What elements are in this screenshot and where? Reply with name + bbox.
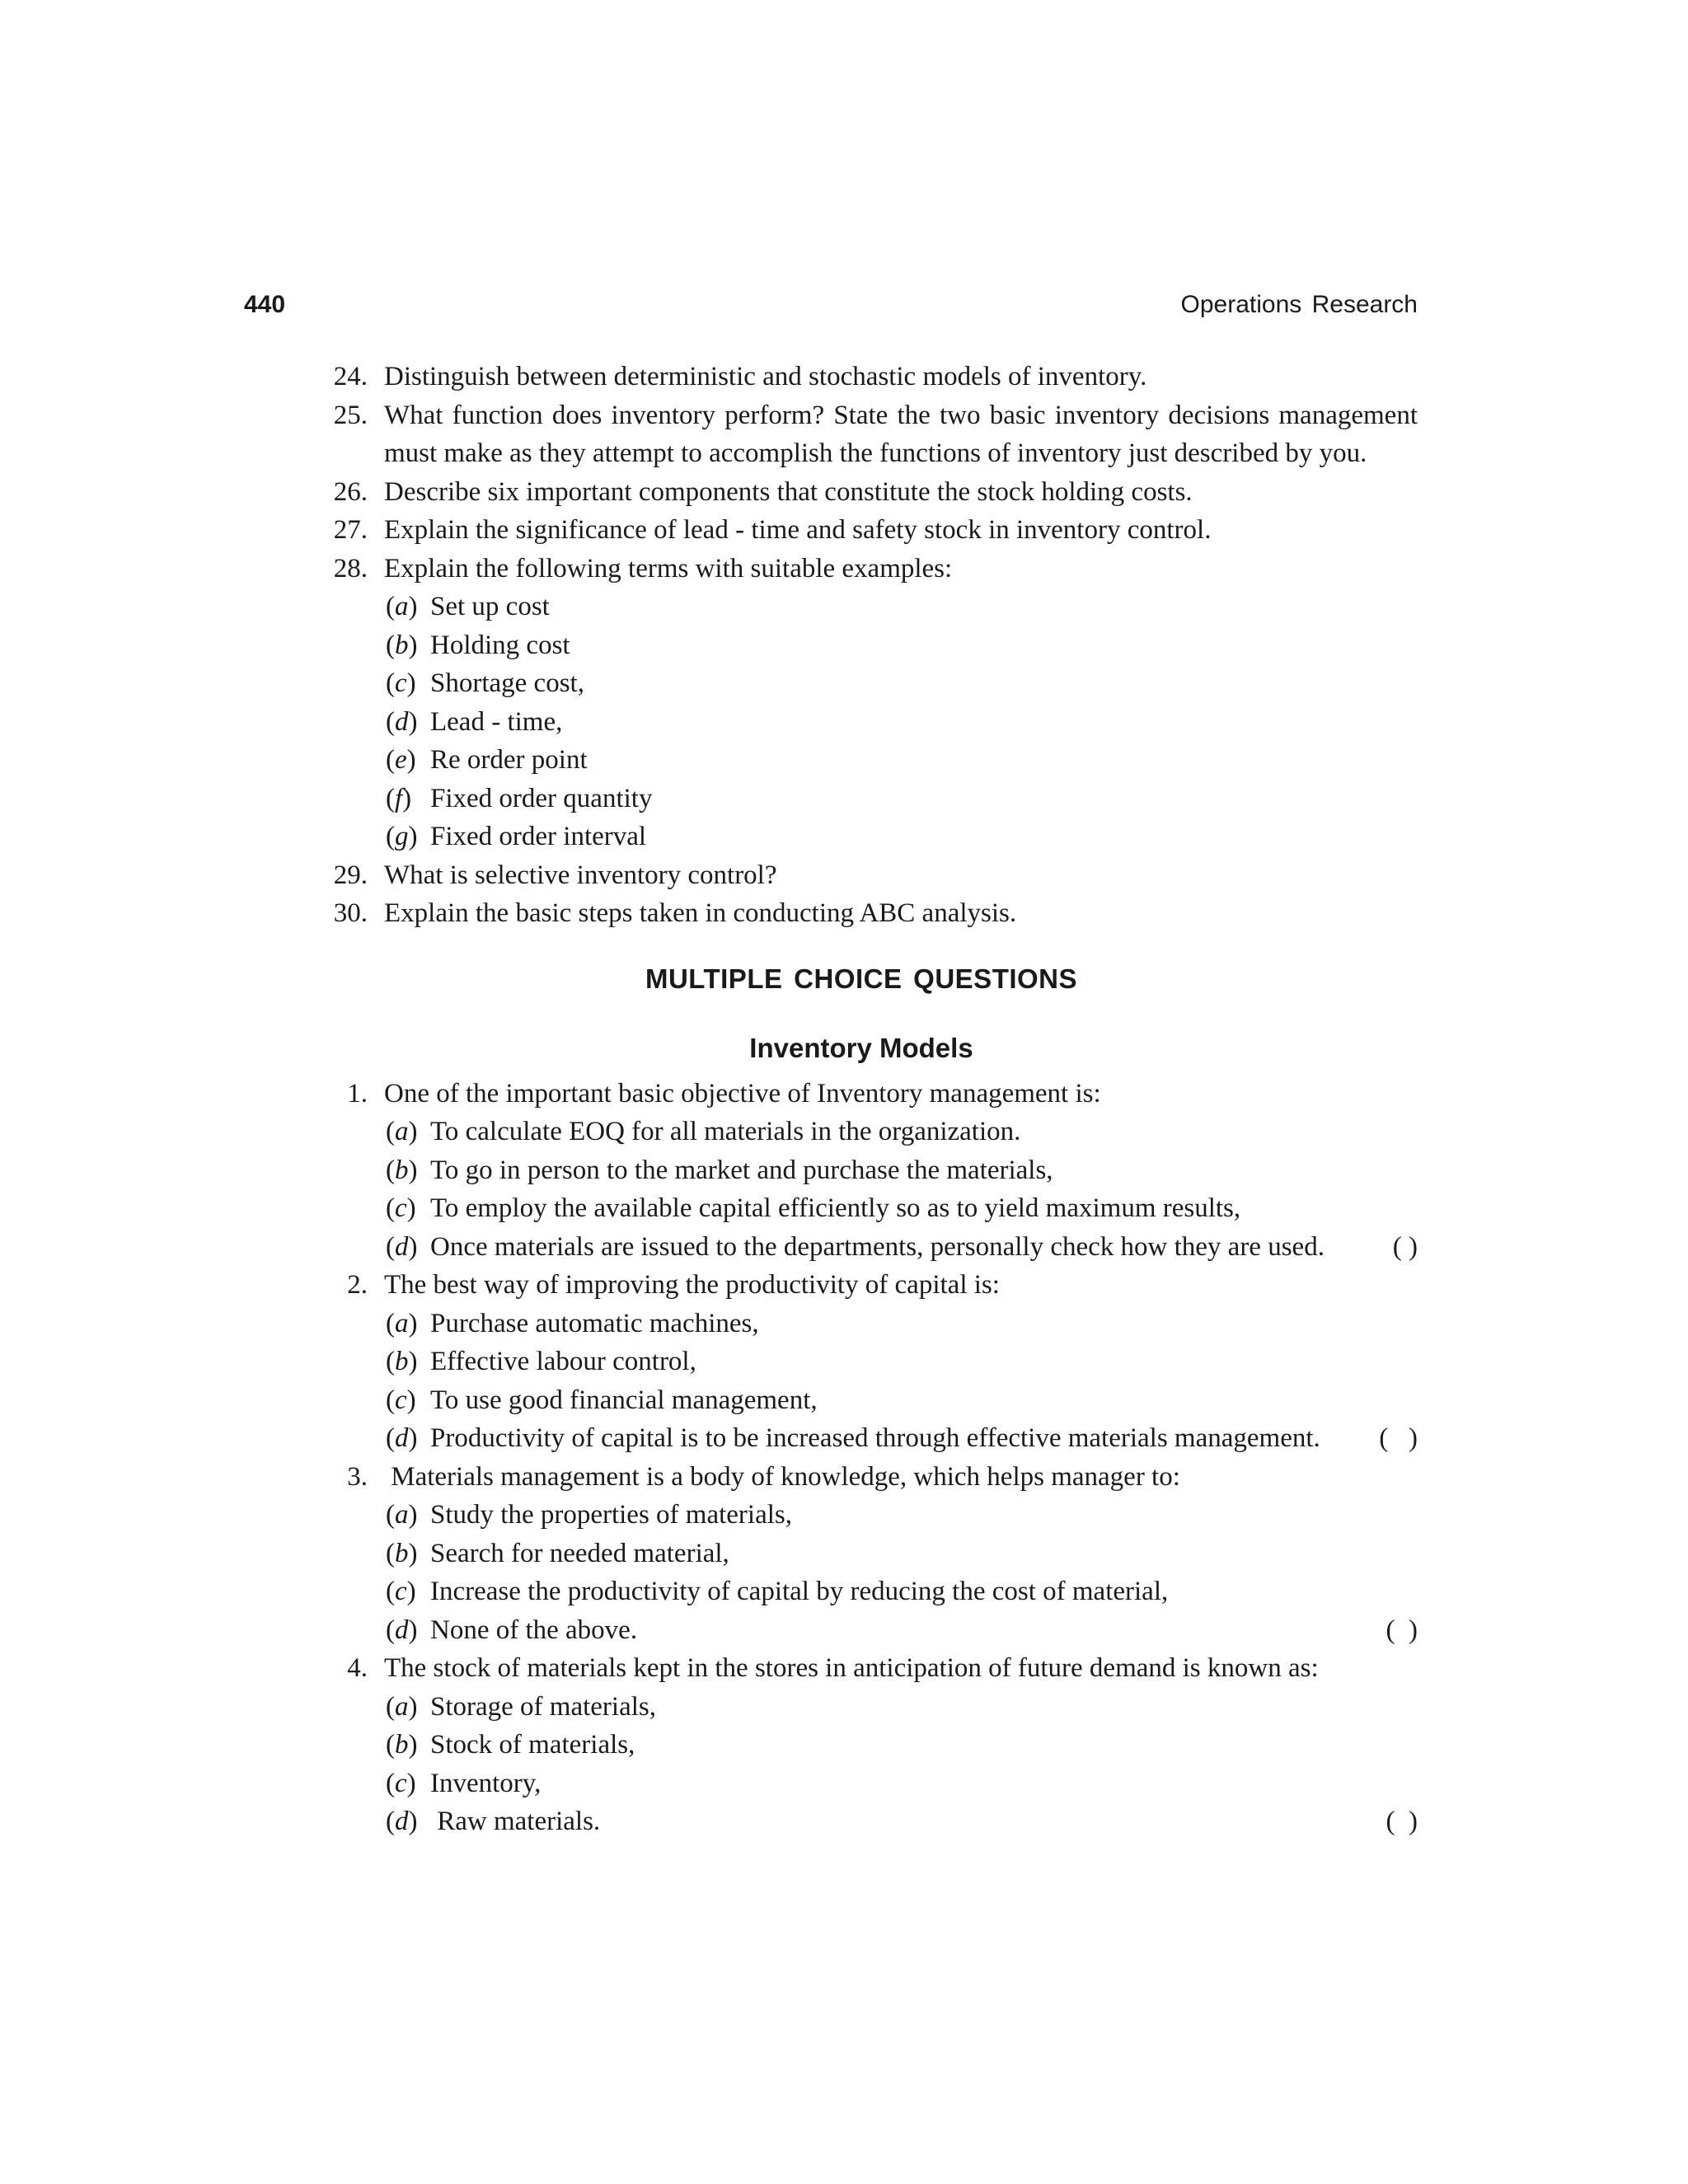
- option-letter: [368, 1535, 430, 1573]
- mcq-heading: MULTIPLE CHOICE QUESTIONS: [645, 963, 1078, 994]
- option-paren-close: ): [408, 592, 418, 621]
- question-number: 25.: [333, 400, 368, 430]
- option-text-content: To go in person to the market and purchase the materials,: [430, 1155, 1053, 1185]
- option-text: [430, 626, 1418, 665]
- option-paren-open: (: [386, 1691, 395, 1722]
- option-letter-text: d: [395, 1231, 409, 1262]
- option-paren-close: ): [406, 1577, 416, 1606]
- question-number: 26.: [333, 476, 368, 507]
- question-body: [368, 550, 1418, 588]
- option-paren-close: ): [406, 1193, 416, 1223]
- option-paren-close: ): [406, 1385, 416, 1415]
- option-paren-open: (: [386, 745, 395, 775]
- option-item: [368, 1611, 1418, 1650]
- question-text: The stock of materials kept in the stores in anticipation of future demand is known as:: [384, 1653, 1319, 1683]
- option-item: [368, 1802, 1418, 1841]
- option-letter: [368, 741, 430, 780]
- option-paren-open: (: [386, 1538, 395, 1568]
- question-text: Explain the basic steps taken in conducting ABC analysis.: [384, 898, 1017, 928]
- option-paren-open: (: [386, 1231, 395, 1262]
- option-item: [368, 1419, 1418, 1458]
- option-text-content: Fixed order quantity: [430, 783, 653, 813]
- option-letter-text: b: [395, 1730, 409, 1760]
- question-text: Explain the significance of lead - time and safety stock in inventory control.: [384, 515, 1212, 545]
- page-content: [305, 358, 1418, 1841]
- option-paren-close: ): [406, 668, 416, 698]
- review-question: [305, 358, 1418, 396]
- option-text: [430, 1688, 1418, 1727]
- question-body: [368, 473, 1418, 512]
- option-text: [430, 1572, 1418, 1611]
- option-letter-text: g: [395, 822, 409, 851]
- option-text-content: Inventory,: [430, 1768, 542, 1798]
- option-letter-text: b: [395, 1347, 409, 1376]
- question-body: [368, 358, 1418, 396]
- option-text-content: Holding cost: [430, 630, 570, 660]
- option-paren-open: (: [386, 1615, 395, 1645]
- question-number: 29.: [333, 860, 368, 890]
- option-paren-close: ): [408, 1347, 418, 1376]
- option-text: [430, 818, 1418, 856]
- option-letter: [368, 703, 430, 742]
- option-paren-open: (: [386, 1193, 395, 1223]
- option-letter-text: c: [395, 1193, 407, 1223]
- option-letter: [368, 1802, 430, 1841]
- option-letter-text: a: [395, 1500, 409, 1530]
- option-paren-close: ): [408, 1538, 418, 1568]
- option-paren-open: (: [386, 592, 395, 621]
- review-question: [305, 396, 1418, 473]
- option-text-content: Raw materials.: [430, 1807, 601, 1836]
- option-text-content: Storage of materials,: [430, 1691, 656, 1722]
- option-item: [368, 741, 1418, 780]
- option-with-answer: [430, 1228, 1418, 1267]
- option-item: [368, 1726, 1418, 1765]
- question-text: What is selective inventory control?: [384, 860, 777, 890]
- option-paren-open: (: [386, 783, 395, 813]
- option-item: [368, 1113, 1418, 1151]
- question-number: 24.: [333, 362, 368, 391]
- option-item: [368, 1151, 1418, 1190]
- option-paren-open: (: [386, 1768, 395, 1798]
- option-paren-close: ): [408, 1423, 418, 1453]
- running-title: Operations Research: [1180, 291, 1418, 318]
- option-item: [368, 664, 1418, 703]
- option-letter-text: c: [395, 1577, 407, 1606]
- option-text-content: Study the properties of materials,: [430, 1500, 792, 1530]
- question-text: The best way of improving the productivity of capital is:: [384, 1270, 1000, 1300]
- option-item: [368, 1535, 1418, 1573]
- option-letter-text: c: [395, 1768, 407, 1798]
- option-with-answer: [430, 1611, 1418, 1650]
- option-paren-close: ): [402, 783, 412, 813]
- option-item: [368, 1688, 1418, 1727]
- option-paren-open: (: [386, 1117, 395, 1146]
- option-paren-close: ): [406, 745, 416, 775]
- question-text: Distinguish between deterministic and stochastic models of inventory.: [384, 362, 1147, 391]
- option-paren-close: ): [408, 1155, 418, 1185]
- option-text: [430, 1228, 1418, 1267]
- option-with-answer: [430, 1802, 1418, 1841]
- option-letter: [368, 1496, 430, 1535]
- option-letter: [368, 1305, 430, 1343]
- question-text: Materials management is a body of knowledge, which helps manager to:: [384, 1461, 1180, 1492]
- option-paren-open: (: [386, 1730, 395, 1760]
- option-text: [430, 1419, 1418, 1458]
- option-letter-text: b: [395, 1538, 409, 1568]
- option-text: [430, 1765, 1418, 1803]
- option-letter-text: a: [395, 1308, 409, 1338]
- option-text-content: Search for needed material,: [430, 1538, 729, 1568]
- option-paren-open: (: [386, 1385, 395, 1415]
- option-text: [430, 588, 1418, 626]
- option-letter-text: c: [395, 1385, 407, 1415]
- option-letter-text: a: [395, 592, 409, 621]
- option-text: [430, 1113, 1418, 1151]
- question-number: 30.: [333, 898, 368, 928]
- option-paren-open: (: [386, 822, 395, 851]
- option-letter-text: e: [395, 745, 407, 775]
- option-letter: [368, 1726, 430, 1765]
- option-text-content: Effective labour control,: [430, 1347, 696, 1376]
- option-text-content: None of the above.: [430, 1615, 638, 1645]
- option-text-content: Re order point: [430, 745, 588, 775]
- option-letter: [368, 664, 430, 703]
- option-letter: [368, 1189, 430, 1228]
- option-paren-close: ): [408, 1691, 418, 1722]
- option-letter: [368, 626, 430, 665]
- option-letter: [368, 1228, 430, 1267]
- option-item: [368, 1228, 1418, 1267]
- option-item: [368, 1189, 1418, 1228]
- option-text-content: Shortage cost,: [430, 668, 584, 698]
- option-paren-close: ): [408, 1117, 418, 1146]
- question-body: [368, 1649, 1418, 1688]
- option-paren-open: (: [386, 1423, 395, 1453]
- option-text-content: Stock of materials,: [430, 1730, 635, 1760]
- question-text: One of the important basic objective of Inventory management is:: [384, 1078, 1101, 1108]
- option-paren-close: ): [408, 630, 418, 660]
- option-letter-text: a: [395, 1691, 409, 1722]
- option-item: [368, 1765, 1418, 1803]
- mcq-question: [305, 1458, 1418, 1497]
- option-letter: [368, 588, 430, 626]
- option-text: [430, 741, 1418, 780]
- option-letter-text: a: [395, 1117, 409, 1146]
- mcq-list: [305, 1075, 1418, 1841]
- question-number: 4.: [347, 1653, 368, 1683]
- question-body: [368, 511, 1418, 550]
- option-letter: [368, 1381, 430, 1420]
- option-text-content: Increase the productivity of capital by reducing the cost of material,: [430, 1577, 1169, 1606]
- option-text: [430, 1305, 1418, 1343]
- option-text: [430, 1381, 1418, 1420]
- option-text: [430, 1189, 1418, 1228]
- review-question: [305, 550, 1418, 588]
- option-letter-text: d: [395, 1423, 409, 1453]
- option-letter-text: b: [395, 1155, 409, 1185]
- option-letter-text: d: [395, 1807, 409, 1836]
- question-body: [368, 396, 1418, 473]
- mcq-question: [305, 1075, 1418, 1113]
- option-paren-open: (: [386, 1807, 395, 1836]
- option-item: [368, 1381, 1418, 1420]
- question-number: 1.: [347, 1078, 368, 1108]
- option-letter-text: d: [395, 706, 409, 737]
- question-number: 2.: [347, 1270, 368, 1300]
- option-text-content: Once materials are issued to the departments, personally check how they are used.: [430, 1231, 1325, 1262]
- option-paren-open: (: [386, 1500, 395, 1530]
- option-letter: [368, 818, 430, 856]
- option-text-content: Fixed order interval: [430, 822, 647, 851]
- option-paren-close: ): [406, 1768, 416, 1798]
- option-paren-open: (: [386, 1155, 395, 1185]
- option-paren-close: ): [408, 1807, 418, 1836]
- option-paren-close: ): [408, 1730, 418, 1760]
- option-paren-close: ): [408, 822, 418, 851]
- option-text: [430, 1151, 1418, 1190]
- option-paren-close: ): [408, 1500, 418, 1530]
- option-letter: [368, 1572, 430, 1611]
- option-paren-close: ): [408, 1231, 418, 1262]
- question-number: 27.: [333, 515, 368, 545]
- option-text: [430, 780, 1418, 818]
- option-letter: [368, 1419, 430, 1458]
- option-paren-close: ): [408, 1615, 418, 1645]
- mcq-subheading: Inventory Models: [749, 1032, 973, 1063]
- option-text: [430, 1611, 1418, 1650]
- answer-bracket: ( ): [1392, 1231, 1418, 1262]
- option-letter-text: d: [395, 1615, 409, 1645]
- option-text: [430, 703, 1418, 742]
- option-paren-open: (: [386, 1577, 395, 1606]
- option-text: [430, 1535, 1418, 1573]
- answer-bracket: ( ): [1386, 1807, 1418, 1836]
- option-paren-open: (: [386, 1347, 395, 1376]
- mcq-question: [305, 1649, 1418, 1688]
- option-letter-text: f: [395, 783, 403, 813]
- review-question: [305, 894, 1418, 933]
- option-text-content: Lead - time,: [430, 706, 563, 737]
- mcq-question: [305, 1266, 1418, 1305]
- option-item: [368, 1496, 1418, 1535]
- option-paren-open: (: [386, 668, 395, 698]
- option-letter: [368, 1113, 430, 1151]
- option-item: [368, 1343, 1418, 1381]
- question-number: 3.: [347, 1461, 368, 1492]
- question-text: Explain the following terms with suitable examples:: [384, 553, 953, 583]
- option-text-content: To calculate EOQ for all materials in the organization.: [430, 1117, 1021, 1146]
- option-letter-text: c: [395, 668, 407, 698]
- option-text-content: Productivity of capital is to be increased through effective materials management.: [430, 1423, 1320, 1453]
- option-text: [430, 1802, 1418, 1841]
- option-letter: [368, 1611, 430, 1650]
- option-text-content: To use good financial management,: [430, 1385, 818, 1415]
- answer-bracket: ( ): [1379, 1423, 1418, 1453]
- option-paren-close: ): [408, 706, 418, 737]
- review-question: [305, 856, 1418, 895]
- option-letter: [368, 1765, 430, 1803]
- option-item: [368, 780, 1418, 818]
- question-body: [368, 1075, 1418, 1113]
- option-item: [368, 703, 1418, 742]
- review-questions-list: [305, 358, 1418, 933]
- option-letter-text: b: [395, 630, 409, 660]
- option-letter: [368, 780, 430, 818]
- option-item: [368, 1305, 1418, 1343]
- option-item: [368, 588, 1418, 626]
- option-paren-open: (: [386, 630, 395, 660]
- option-text: [430, 1726, 1418, 1765]
- question-body: [368, 894, 1418, 933]
- option-paren-open: (: [386, 1308, 395, 1338]
- option-item: [368, 818, 1418, 856]
- page-number: 440: [244, 291, 286, 318]
- question-body: [368, 856, 1418, 895]
- option-paren-close: ): [408, 1308, 418, 1338]
- option-text: [430, 1343, 1418, 1381]
- option-letter: [368, 1688, 430, 1727]
- review-question: [305, 473, 1418, 512]
- answer-bracket: ( ): [1386, 1615, 1418, 1645]
- option-text-content: Set up cost: [430, 592, 550, 621]
- option-text: [430, 664, 1418, 703]
- option-text-content: To employ the available capital efficiently so as to yield maximum results,: [430, 1193, 1241, 1223]
- question-text: What function does inventory perform? State the two basic inventory decisions management must make as they attempt to accomplish the functions of inventory just described by you.: [384, 400, 1418, 468]
- question-number: 28.: [333, 553, 368, 583]
- question-body: [368, 1458, 1418, 1497]
- option-text: [430, 1496, 1418, 1535]
- question-text: Describe six important components that constitute the stock holding costs.: [384, 476, 1193, 507]
- question-body: [368, 1266, 1418, 1305]
- option-with-answer: [430, 1419, 1418, 1458]
- review-question: [305, 511, 1418, 550]
- option-item: [368, 1572, 1418, 1611]
- option-letter: [368, 1343, 430, 1381]
- option-letter: [368, 1151, 430, 1190]
- option-text-content: Purchase automatic machines,: [430, 1308, 759, 1338]
- option-paren-open: (: [386, 706, 395, 737]
- option-item: [368, 626, 1418, 665]
